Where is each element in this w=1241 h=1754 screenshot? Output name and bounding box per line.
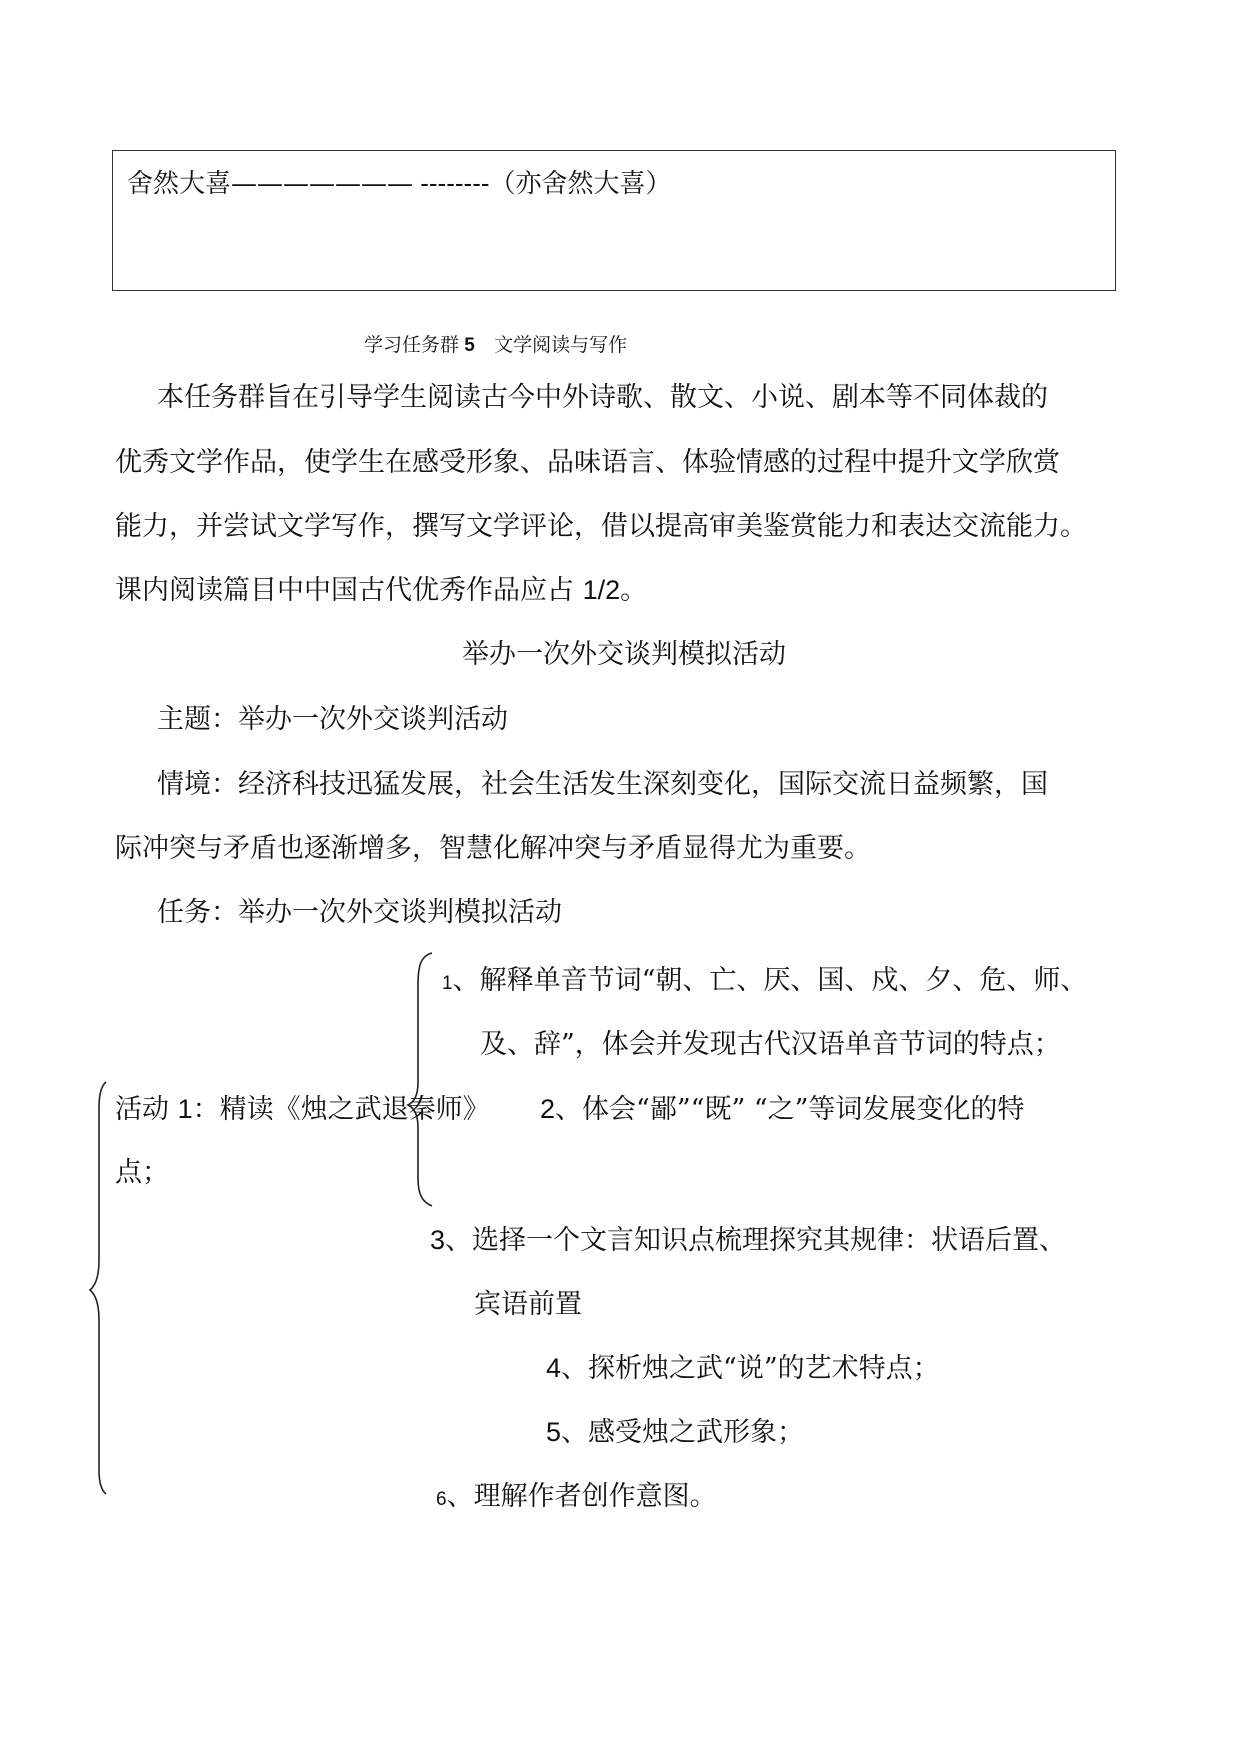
inner-brace	[408, 953, 432, 1206]
task-group-subtitle: 学习任务群 5 文学阅读与写作	[364, 335, 628, 356]
item-1-line-1: 1、解释单音节词“朝、亡、厌、国、戍、夕、危、师、	[442, 965, 1088, 996]
intro-line-2: 优秀文学作品，使学生在感受形象、品味语言、体验情感的过程中提升文学欣赏	[115, 447, 1060, 478]
intro-line-1: 本任务群旨在引导学生阅读古今中外诗歌、散文、小说、剧本等不同体裁的	[157, 382, 1048, 413]
item-3-line-1: 3、选择一个文言知识点梳理探究其规律：状语后置、	[430, 1225, 1067, 1256]
situation-line-2: 际冲突与矛盾也逐渐增多，智慧化解冲突与矛盾显得尤为重要。	[115, 833, 871, 864]
intro-line-4: 课内阅读篇目中中国古代优秀作品应占 1/2。	[115, 575, 648, 606]
item-6: 6、理解作者创作意图。	[436, 1481, 717, 1512]
item-5: 5、感受烛之武形象；	[546, 1417, 805, 1448]
outer-brace	[90, 1082, 106, 1494]
activity-title: 举办一次外交谈判模拟活动	[462, 639, 786, 670]
task-line: 任务：举办一次外交谈判模拟活动	[157, 897, 562, 928]
item-2: 2、体会“鄙”“既” “之”等词发展变化的特	[540, 1094, 1025, 1125]
intro-line-3: 能力，并尝试文学写作，撰写文学评论，借以提高审美鉴赏能力和表达交流能力。	[115, 511, 1087, 542]
item-1-line-2: 及、辞”，体会并发现古代汉语单音节词的特点；	[480, 1029, 1061, 1060]
situation-line-1: 情境：经济科技迅猛发展，社会生活发生深刻变化，国际交流日益频繁，国	[157, 769, 1048, 800]
quote-text: 舍然大喜——————— --------（亦舍然大喜）	[127, 168, 672, 199]
activity-1-label: 活动 1：精读《烛之武退秦师》	[115, 1094, 490, 1125]
item-3-line-2: 宾语前置	[474, 1289, 582, 1320]
theme-line: 主题：举办一次外交谈判活动	[157, 704, 508, 735]
activity-1-tail: 点；	[115, 1157, 169, 1188]
item-4: 4、探析烛之武“说”的艺术特点；	[546, 1353, 940, 1384]
